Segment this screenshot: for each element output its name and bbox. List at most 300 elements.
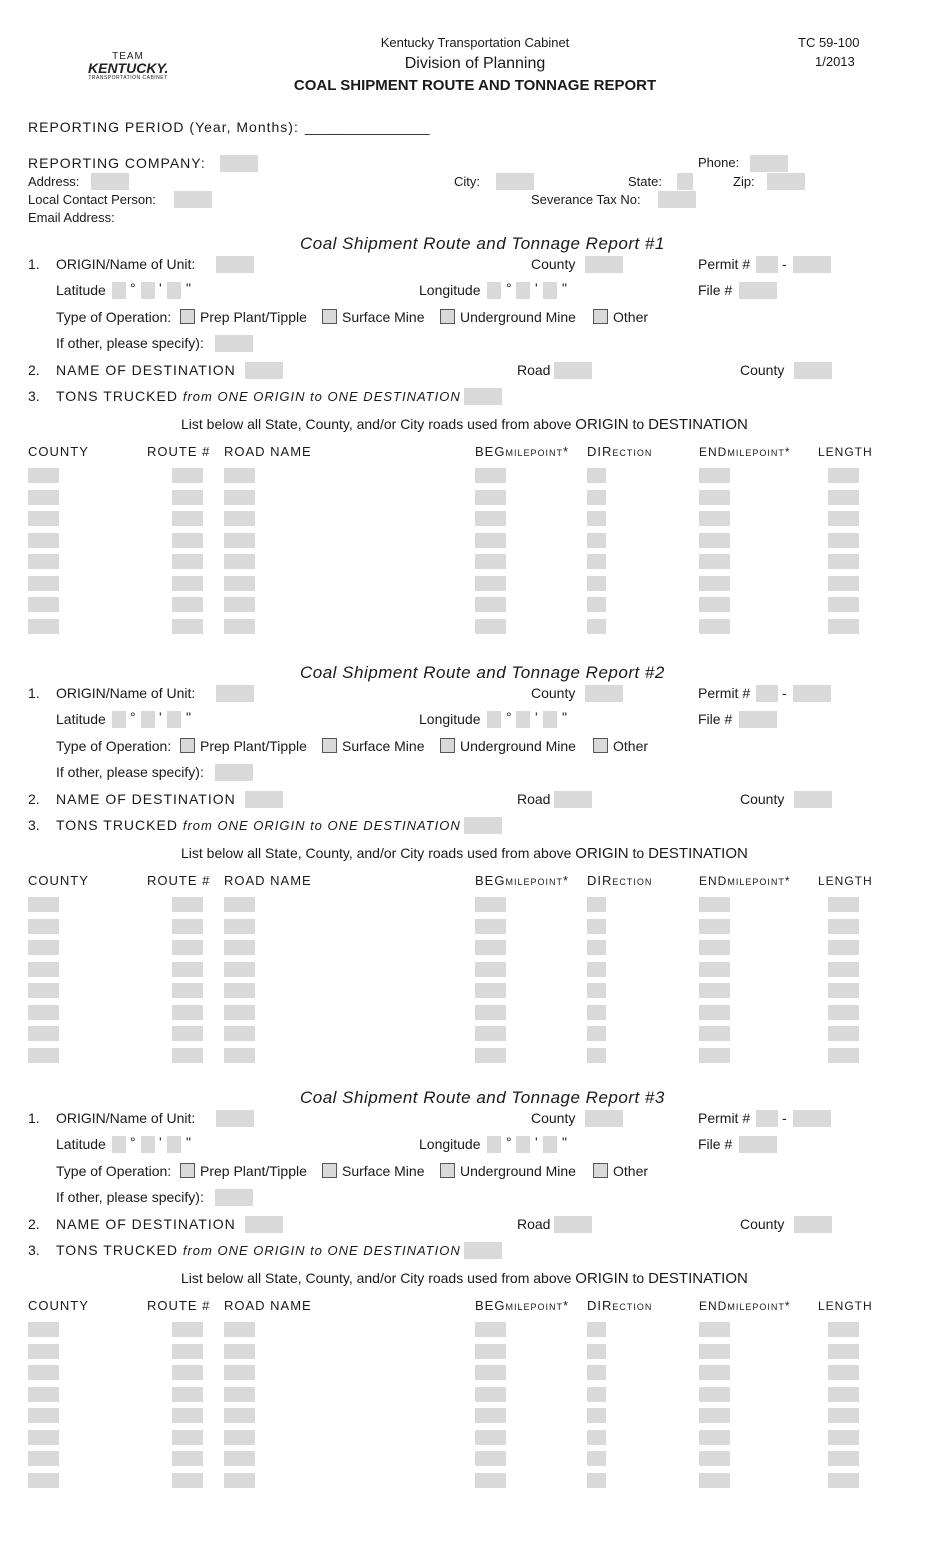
row-route-field[interactable]: [172, 1344, 203, 1359]
row-route-field[interactable]: [172, 1026, 203, 1041]
item-number-1: 1.: [28, 685, 40, 701]
row-beg-milepoint-field[interactable]: [475, 919, 506, 934]
col-direction-header: DIRECTION: [587, 1298, 653, 1313]
col-end-milepoint-header: ENDMILEPOINT*: [699, 445, 791, 459]
latitude-deg-field[interactable]: [112, 711, 126, 728]
other-checkbox[interactable]: [593, 309, 608, 324]
col-direction-header: DIRECTION: [587, 873, 653, 888]
other-checkbox[interactable]: [593, 1163, 608, 1178]
row-beg-milepoint-field[interactable]: [475, 1322, 506, 1337]
longitude-sec-field[interactable]: [543, 1136, 557, 1153]
row-direction-field[interactable]: [587, 1005, 606, 1020]
row-county-field[interactable]: [28, 1430, 59, 1445]
form-date: 1/2013: [815, 54, 855, 69]
origin-field[interactable]: [216, 256, 254, 273]
row-road-name-field[interactable]: [224, 490, 255, 505]
road-list-instruction: List below all State, County, and/or City roads used from above ORIGIN to DESTINATION: [181, 416, 748, 433]
severance-tax-field[interactable]: [658, 191, 696, 208]
permit-field-a[interactable]: [756, 685, 778, 702]
address-label: Address:: [28, 174, 80, 189]
row-direction-field[interactable]: [587, 1048, 606, 1063]
destination-county-label: County: [740, 1216, 785, 1232]
row-beg-milepoint-field[interactable]: [475, 1430, 506, 1445]
row-length-field[interactable]: [828, 897, 859, 912]
row-direction-field[interactable]: [587, 1473, 606, 1488]
latitude-deg-field[interactable]: [112, 1136, 126, 1153]
row-beg-milepoint-field[interactable]: [475, 619, 506, 634]
row-route-field[interactable]: [172, 1005, 203, 1020]
latitude-deg-symbol: °: [130, 280, 136, 296]
row-county-field[interactable]: [28, 962, 59, 977]
row-end-milepoint-field[interactable]: [699, 468, 730, 483]
latitude-deg-field[interactable]: [112, 282, 126, 299]
row-direction-field[interactable]: [587, 983, 606, 998]
row-end-milepoint-field[interactable]: [699, 554, 730, 569]
destination-county-field[interactable]: [794, 791, 832, 808]
reporting-company-field[interactable]: [220, 155, 258, 172]
row-length-field[interactable]: [828, 1026, 859, 1041]
row-direction-field[interactable]: [587, 468, 606, 483]
surface-mine-checkbox[interactable]: [322, 738, 337, 753]
row-length-field[interactable]: [828, 1322, 859, 1337]
row-beg-milepoint-field[interactable]: [475, 554, 506, 569]
row-length-field[interactable]: [828, 576, 859, 591]
row-end-milepoint-field[interactable]: [699, 1322, 730, 1337]
destination-road-field[interactable]: [554, 791, 592, 808]
row-county-field[interactable]: [28, 576, 59, 591]
row-end-milepoint-field[interactable]: [699, 490, 730, 505]
row-beg-milepoint-field[interactable]: [475, 962, 506, 977]
row-route-field[interactable]: [172, 576, 203, 591]
row-road-name-field[interactable]: [224, 1026, 255, 1041]
form-number: TC 59-100: [798, 35, 860, 50]
prep-plant-label: Prep Plant/Tipple: [200, 1163, 307, 1179]
row-direction-field[interactable]: [587, 597, 606, 612]
row-road-name-field[interactable]: [224, 1322, 255, 1337]
row-end-milepoint-field[interactable]: [699, 983, 730, 998]
row-beg-milepoint-field[interactable]: [475, 1387, 506, 1402]
longitude-sec-field[interactable]: [543, 711, 557, 728]
row-length-field[interactable]: [828, 619, 859, 634]
row-road-name-field[interactable]: [224, 1451, 255, 1466]
row-direction-field[interactable]: [587, 940, 606, 955]
row-route-field[interactable]: [172, 1048, 203, 1063]
permit-field-b[interactable]: [793, 256, 831, 273]
origin-county-field[interactable]: [585, 256, 623, 273]
permit-field-a[interactable]: [756, 256, 778, 273]
destination-road-field[interactable]: [554, 362, 592, 379]
origin-label: ORIGIN/Name of Unit:: [56, 256, 196, 272]
row-county-field[interactable]: [28, 1048, 59, 1063]
row-county-field[interactable]: [28, 1344, 59, 1359]
longitude-min-field[interactable]: [516, 1136, 530, 1153]
row-beg-milepoint-field[interactable]: [475, 1365, 506, 1380]
longitude-sec-symbol: ": [562, 709, 567, 725]
row-road-name-field[interactable]: [224, 1387, 255, 1402]
row-route-field[interactable]: [172, 983, 203, 998]
row-beg-milepoint-field[interactable]: [475, 1005, 506, 1020]
file-label: File #: [698, 711, 733, 727]
row-route-field[interactable]: [172, 554, 203, 569]
county-label: County: [531, 256, 576, 272]
row-length-field[interactable]: [828, 554, 859, 569]
col-route-header: ROUTE #: [147, 873, 211, 888]
file-label: File #: [698, 282, 733, 298]
longitude-label: Longitude: [419, 1136, 481, 1152]
row-direction-field[interactable]: [587, 1408, 606, 1423]
row-beg-milepoint-field[interactable]: [475, 1026, 506, 1041]
tons-trucked-field[interactable]: [464, 1242, 502, 1259]
row-direction-field[interactable]: [587, 962, 606, 977]
origin-label: ORIGIN/Name of Unit:: [56, 1110, 196, 1126]
underground-mine-checkbox[interactable]: [440, 309, 455, 324]
row-direction-field[interactable]: [587, 576, 606, 591]
longitude-deg-symbol: °: [506, 280, 512, 296]
row-end-milepoint-field[interactable]: [699, 1430, 730, 1445]
city-field[interactable]: [496, 173, 534, 190]
city-label: City:: [454, 174, 480, 189]
latitude-min-field[interactable]: [141, 1136, 155, 1153]
row-route-field[interactable]: [172, 468, 203, 483]
reporting-period-blank: ________________: [305, 119, 430, 135]
longitude-deg-field[interactable]: [487, 711, 501, 728]
row-direction-field[interactable]: [587, 1451, 606, 1466]
row-end-milepoint-field[interactable]: [699, 940, 730, 955]
prep-plant-checkbox[interactable]: [180, 1163, 195, 1178]
other-label: Other: [613, 309, 649, 325]
row-length-field[interactable]: [828, 511, 859, 526]
row-direction-field[interactable]: [587, 1365, 606, 1380]
row-end-milepoint-field[interactable]: [699, 511, 730, 526]
logo-team-text: TEAM: [112, 51, 144, 62]
row-route-field[interactable]: [172, 1451, 203, 1466]
row-route-field[interactable]: [172, 533, 203, 548]
row-county-field[interactable]: [28, 1387, 59, 1402]
row-route-field[interactable]: [172, 940, 203, 955]
item-number-3: 3.: [28, 1242, 40, 1258]
road-list-instruction: List below all State, County, and/or City roads used from above ORIGIN to DESTINATION: [181, 845, 748, 862]
row-end-milepoint-field[interactable]: [699, 1473, 730, 1488]
longitude-sec-symbol: ": [562, 280, 567, 296]
name-of-destination-label: NAME OF DESTINATION: [56, 1216, 236, 1232]
row-road-name-field[interactable]: [224, 597, 255, 612]
row-length-field[interactable]: [828, 919, 859, 934]
row-route-field[interactable]: [172, 1408, 203, 1423]
row-road-name-field[interactable]: [224, 1048, 255, 1063]
row-length-field[interactable]: [828, 1408, 859, 1423]
underground-mine-checkbox[interactable]: [440, 1163, 455, 1178]
origin-county-field[interactable]: [585, 1110, 623, 1127]
row-direction-field[interactable]: [587, 1430, 606, 1445]
row-route-field[interactable]: [172, 1387, 203, 1402]
row-county-field[interactable]: [28, 619, 59, 634]
row-county-field[interactable]: [28, 554, 59, 569]
road-label: Road: [517, 362, 551, 378]
row-road-name-field[interactable]: [224, 619, 255, 634]
latitude-min-field[interactable]: [141, 711, 155, 728]
surface-mine-checkbox[interactable]: [322, 1163, 337, 1178]
row-beg-milepoint-field[interactable]: [475, 1473, 506, 1488]
row-road-name-field[interactable]: [224, 919, 255, 934]
latitude-sec-field[interactable]: [167, 1136, 181, 1153]
row-end-milepoint-field[interactable]: [699, 533, 730, 548]
row-length-field[interactable]: [828, 468, 859, 483]
row-route-field[interactable]: [172, 1322, 203, 1337]
county-label: County: [531, 685, 576, 701]
file-field[interactable]: [739, 282, 777, 299]
row-route-field[interactable]: [172, 1430, 203, 1445]
phone-label: Phone:: [698, 155, 740, 170]
row-end-milepoint-field[interactable]: [699, 1048, 730, 1063]
origin-field[interactable]: [216, 1110, 254, 1127]
state-field[interactable]: [677, 173, 693, 190]
longitude-sec-field[interactable]: [543, 282, 557, 299]
origin-field[interactable]: [216, 685, 254, 702]
road-label: Road: [517, 791, 551, 807]
row-county-field[interactable]: [28, 983, 59, 998]
row-direction-field[interactable]: [587, 1026, 606, 1041]
row-road-name-field[interactable]: [224, 1365, 255, 1380]
row-road-name-field[interactable]: [224, 983, 255, 998]
row-end-milepoint-field[interactable]: [699, 1365, 730, 1380]
row-length-field[interactable]: [828, 940, 859, 955]
destination-county-field[interactable]: [794, 362, 832, 379]
longitude-min-field[interactable]: [516, 711, 530, 728]
other-checkbox[interactable]: [593, 738, 608, 753]
row-road-name-field[interactable]: [224, 962, 255, 977]
row-beg-milepoint-field[interactable]: [475, 533, 506, 548]
row-route-field[interactable]: [172, 1473, 203, 1488]
row-county-field[interactable]: [28, 533, 59, 548]
longitude-min-symbol: ': [535, 709, 538, 725]
col-road-name-header: ROAD NAME: [224, 873, 312, 888]
row-county-field[interactable]: [28, 1408, 59, 1423]
type-of-operation-label: Type of Operation:: [56, 309, 172, 325]
permit-label: Permit #: [698, 256, 751, 272]
col-beg-milepoint-header: BEGMILEPOINT*: [475, 873, 570, 888]
longitude-deg-field[interactable]: [487, 1136, 501, 1153]
row-county-field[interactable]: [28, 1026, 59, 1041]
row-length-field[interactable]: [828, 1473, 859, 1488]
row-direction-field[interactable]: [587, 490, 606, 505]
row-road-name-field[interactable]: [224, 511, 255, 526]
origin-label: ORIGIN/Name of Unit:: [56, 685, 196, 701]
row-road-name-field[interactable]: [224, 1408, 255, 1423]
longitude-min-field[interactable]: [516, 282, 530, 299]
tons-trucked-label: TONS TRUCKED from ONE ORIGIN to ONE DESTINATION: [56, 817, 461, 833]
address-field[interactable]: [91, 173, 129, 190]
row-beg-milepoint-field[interactable]: [475, 897, 506, 912]
row-road-name-field[interactable]: [224, 1430, 255, 1445]
email-label: Email Address:: [28, 210, 115, 225]
col-route-header: ROUTE #: [147, 444, 211, 459]
row-length-field[interactable]: [828, 1451, 859, 1466]
if-other-field[interactable]: [215, 1189, 253, 1206]
row-route-field[interactable]: [172, 897, 203, 912]
row-county-field[interactable]: [28, 1473, 59, 1488]
row-road-name-field[interactable]: [224, 1473, 255, 1488]
latitude-min-field[interactable]: [141, 282, 155, 299]
logo-cabinet-text: TRANSPORTATION CABINET: [88, 75, 168, 81]
row-end-milepoint-field[interactable]: [699, 919, 730, 934]
row-length-field[interactable]: [828, 597, 859, 612]
row-road-name-field[interactable]: [224, 554, 255, 569]
zip-field[interactable]: [767, 173, 805, 190]
destination-field[interactable]: [245, 1216, 283, 1233]
row-length-field[interactable]: [828, 1430, 859, 1445]
row-direction-field[interactable]: [587, 533, 606, 548]
row-length-field[interactable]: [828, 1365, 859, 1380]
row-road-name-field[interactable]: [224, 897, 255, 912]
report-title: Coal Shipment Route and Tonnage Report #3: [300, 1088, 665, 1107]
row-beg-milepoint-field[interactable]: [475, 490, 506, 505]
underground-mine-checkbox[interactable]: [440, 738, 455, 753]
row-end-milepoint-field[interactable]: [699, 619, 730, 634]
permit-field-b[interactable]: [793, 1110, 831, 1127]
row-end-milepoint-field[interactable]: [699, 897, 730, 912]
row-road-name-field[interactable]: [224, 940, 255, 955]
row-end-milepoint-field[interactable]: [699, 1344, 730, 1359]
row-length-field[interactable]: [828, 1387, 859, 1402]
row-route-field[interactable]: [172, 962, 203, 977]
surface-mine-label: Surface Mine: [342, 309, 425, 325]
permit-field-a[interactable]: [756, 1110, 778, 1127]
row-beg-milepoint-field[interactable]: [475, 1048, 506, 1063]
zip-label: Zip:: [733, 174, 755, 189]
latitude-min-symbol: ': [159, 1134, 162, 1150]
row-county-field[interactable]: [28, 490, 59, 505]
phone-field[interactable]: [750, 155, 788, 172]
name-of-destination-label: NAME OF DESTINATION: [56, 791, 236, 807]
latitude-sec-field[interactable]: [167, 282, 181, 299]
row-county-field[interactable]: [28, 1451, 59, 1466]
file-field[interactable]: [739, 711, 777, 728]
row-length-field[interactable]: [828, 983, 859, 998]
row-beg-milepoint-field[interactable]: [475, 1451, 506, 1466]
row-beg-milepoint-field[interactable]: [475, 1344, 506, 1359]
row-county-field[interactable]: [28, 511, 59, 526]
row-end-milepoint-field[interactable]: [699, 1026, 730, 1041]
row-route-field[interactable]: [172, 1365, 203, 1380]
row-county-field[interactable]: [28, 897, 59, 912]
row-beg-milepoint-field[interactable]: [475, 1408, 506, 1423]
prep-plant-checkbox[interactable]: [180, 738, 195, 753]
row-direction-field[interactable]: [587, 619, 606, 634]
row-road-name-field[interactable]: [224, 576, 255, 591]
row-beg-milepoint-field[interactable]: [475, 597, 506, 612]
tons-trucked-field[interactable]: [464, 388, 502, 405]
prep-plant-checkbox[interactable]: [180, 309, 195, 324]
col-end-milepoint-header: ENDMILEPOINT*: [699, 874, 791, 888]
permit-field-b[interactable]: [793, 685, 831, 702]
row-route-field[interactable]: [172, 490, 203, 505]
row-beg-milepoint-field[interactable]: [475, 468, 506, 483]
row-county-field[interactable]: [28, 468, 59, 483]
row-county-field[interactable]: [28, 1365, 59, 1380]
row-beg-milepoint-field[interactable]: [475, 983, 506, 998]
destination-county-label: County: [740, 791, 785, 807]
col-county-header: COUNTY: [28, 873, 89, 888]
page-title: COAL SHIPMENT ROUTE AND TONNAGE REPORT: [293, 77, 657, 94]
row-county-field[interactable]: [28, 1322, 59, 1337]
row-route-field[interactable]: [172, 919, 203, 934]
longitude-sec-symbol: ": [562, 1134, 567, 1150]
row-beg-milepoint-field[interactable]: [475, 576, 506, 591]
longitude-deg-field[interactable]: [487, 282, 501, 299]
destination-field[interactable]: [245, 362, 283, 379]
row-length-field[interactable]: [828, 490, 859, 505]
row-direction-field[interactable]: [587, 1322, 606, 1337]
latitude-sec-field[interactable]: [167, 711, 181, 728]
row-road-name-field[interactable]: [224, 533, 255, 548]
local-contact-field[interactable]: [174, 191, 212, 208]
row-route-field[interactable]: [172, 511, 203, 526]
row-county-field[interactable]: [28, 940, 59, 955]
row-direction-field[interactable]: [587, 919, 606, 934]
row-direction-field[interactable]: [587, 897, 606, 912]
destination-road-field[interactable]: [554, 1216, 592, 1233]
row-road-name-field[interactable]: [224, 1005, 255, 1020]
destination-field[interactable]: [245, 791, 283, 808]
road-list-instruction: List below all State, County, and/or City roads used from above ORIGIN to DESTINATION: [181, 1270, 748, 1287]
if-other-field[interactable]: [215, 764, 253, 781]
row-end-milepoint-field[interactable]: [699, 597, 730, 612]
row-length-field[interactable]: [828, 533, 859, 548]
row-end-milepoint-field[interactable]: [699, 1451, 730, 1466]
row-county-field[interactable]: [28, 1005, 59, 1020]
row-county-field[interactable]: [28, 597, 59, 612]
permit-dash: -: [782, 256, 787, 272]
other-label: Other: [613, 1163, 649, 1179]
surface-mine-checkbox[interactable]: [322, 309, 337, 324]
row-beg-milepoint-field[interactable]: [475, 511, 506, 526]
row-end-milepoint-field[interactable]: [699, 576, 730, 591]
row-direction-field[interactable]: [587, 511, 606, 526]
row-direction-field[interactable]: [587, 1344, 606, 1359]
row-county-field[interactable]: [28, 919, 59, 934]
row-end-milepoint-field[interactable]: [699, 1408, 730, 1423]
row-end-milepoint-field[interactable]: [699, 1387, 730, 1402]
row-direction-field[interactable]: [587, 554, 606, 569]
surface-mine-label: Surface Mine: [342, 738, 425, 754]
origin-county-field[interactable]: [585, 685, 623, 702]
item-number-3: 3.: [28, 817, 40, 833]
row-beg-milepoint-field[interactable]: [475, 940, 506, 955]
permit-dash: -: [782, 685, 787, 701]
row-road-name-field[interactable]: [224, 468, 255, 483]
row-route-field[interactable]: [172, 619, 203, 634]
tons-trucked-field[interactable]: [464, 817, 502, 834]
row-route-field[interactable]: [172, 597, 203, 612]
row-length-field[interactable]: [828, 1344, 859, 1359]
row-direction-field[interactable]: [587, 1387, 606, 1402]
row-length-field[interactable]: [828, 1005, 859, 1020]
if-other-field[interactable]: [215, 335, 253, 352]
destination-county-field[interactable]: [794, 1216, 832, 1233]
row-end-milepoint-field[interactable]: [699, 962, 730, 977]
row-end-milepoint-field[interactable]: [699, 1005, 730, 1020]
file-field[interactable]: [739, 1136, 777, 1153]
permit-dash: -: [782, 1110, 787, 1126]
type-of-operation-label: Type of Operation:: [56, 738, 172, 754]
longitude-label: Longitude: [419, 282, 481, 298]
row-length-field[interactable]: [828, 962, 859, 977]
latitude-sec-symbol: ": [186, 1134, 191, 1150]
underground-mine-label: Underground Mine: [460, 738, 576, 754]
row-length-field[interactable]: [828, 1048, 859, 1063]
col-road-name-header: ROAD NAME: [224, 444, 312, 459]
row-road-name-field[interactable]: [224, 1344, 255, 1359]
